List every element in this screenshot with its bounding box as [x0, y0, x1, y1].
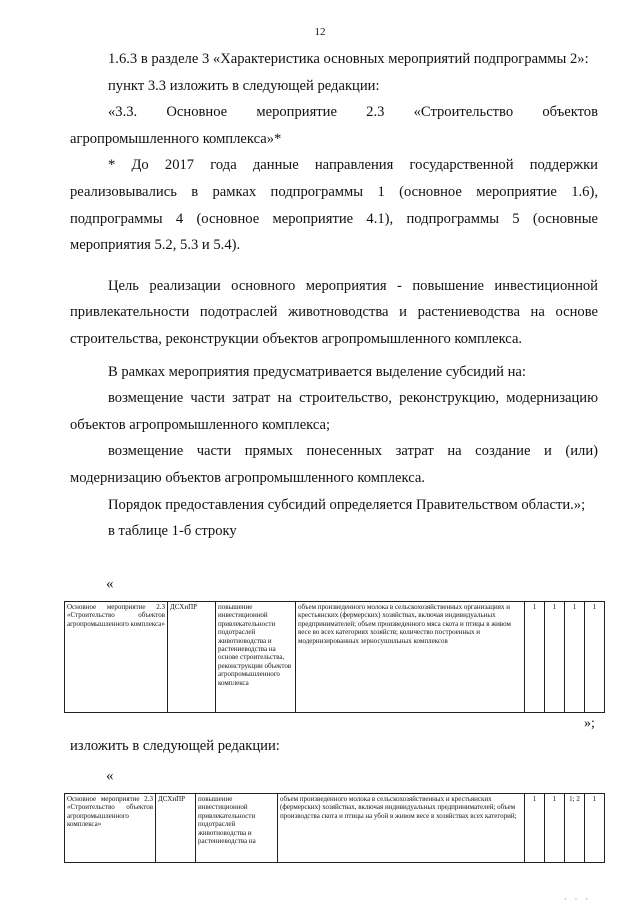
cell-event: Основное мероприятие 2.3 «Строительство объектов агропромышленного комплекса» [65, 794, 156, 863]
paragraph-goal: Цель реализации основного мероприятия - повышение инвестиционной привлекательности подотраслей животноводства и растениеводства на основе строительства, реконструкции объектов агропромышленного комплекса. [70, 277, 598, 347]
cell-executor: ДСХиПР [168, 602, 216, 713]
open-quote-old: « [106, 576, 114, 592]
body-text [70, 46, 598, 545]
table-row-new [64, 793, 605, 863]
paragraph-table-instruction: в таблице 1-б строку [108, 523, 237, 540]
cell-n1: 1 [525, 602, 545, 713]
paragraph-item-instruction: пункт 3.3 изложить в следующей редакции: [108, 77, 380, 94]
table-row [65, 602, 605, 713]
table-row-old [64, 601, 605, 713]
paragraph-new-edition: изложить в следующей редакции: [70, 738, 280, 754]
cell-indicators: объем произведенного молока в сельскохозяйственных и крестьянских (фермерских) хозяйствах, включая индивидуальных предпринимателей; объем производства скота и птицы на убой в живом весе в хозяйствах всех категорий; [278, 794, 525, 863]
paragraph-footnote: * До 2017 года данные направления государственной поддержки реализовывались в рамках подпрограммы 1 (основное мероприятие 1.6), подпрограммы 4 (основное мероприятие 4.1), подпрограммы 5 (основные мероприятия 5.2, 5.3 и 5.4). [70, 157, 598, 254]
cell-n3: 1 [565, 602, 585, 713]
cell-n2: 1 [545, 602, 565, 713]
paragraph-section-change: 1.6.3 в разделе 3 «Характеристика основных мероприятий подпрограммы 2»: [108, 51, 589, 67]
cell-n1: 1 [525, 794, 545, 863]
cell-goal: повышение инвестиционной привлекательности подотраслей животноводства и растениеводства на [196, 794, 278, 863]
paragraph-procedure: Порядок предоставления субсидий определяется Правительством области.»; [108, 496, 586, 513]
paragraph-measure-title: «3.3. Основное мероприятие 2.3 «Строительство объектов агропромышленного комплекса»* [70, 104, 598, 147]
open-quote-new: « [106, 768, 114, 784]
paragraph-subsidies-intro: В рамках мероприятия предусматривается выделение субсидий на: [108, 363, 526, 380]
close-quote: »; [584, 716, 595, 731]
cell-event: Основное мероприятие 2.3 «Строительство объектов агропромышленного комплекса» [65, 602, 168, 713]
paragraph-subsidy-construction: возмещение части затрат на строительство, реконструкцию, модернизацию объектов агропромышленного комплекса; [70, 390, 598, 433]
cell-indicators: объем произведенного молока в сельскохозяйственных организациях и крестьянских (фермерских) хозяйствах, включая индивидуальных предпринимателей; объем произведенного мяса скота и птицы в живом весе во всех категориях хозяйств; количество построенных и модернизированных зерносушильных комплексов [296, 602, 525, 713]
cell-n3: 1; 2 [565, 794, 585, 863]
cell-n2: 1 [545, 794, 565, 863]
cell-executor: ДСХиПР [156, 794, 196, 863]
page-number: 12 [314, 26, 326, 38]
cell-n4: 1 [585, 794, 605, 863]
cell-n4: 1 [585, 602, 605, 713]
table-row [65, 794, 605, 863]
paragraph-subsidy-direct-costs: возмещение части прямых понесенных затрат на создание и (или) модернизацию объектов агропромышленного комплекса. [70, 443, 598, 486]
cell-goal: повышение инвестиционной привлекательности подотраслей животноводства и растениеводства на основе строительства, реконструкции объектов агропромышленного комплекса [216, 602, 296, 713]
scan-specks: · · · [564, 895, 591, 904]
